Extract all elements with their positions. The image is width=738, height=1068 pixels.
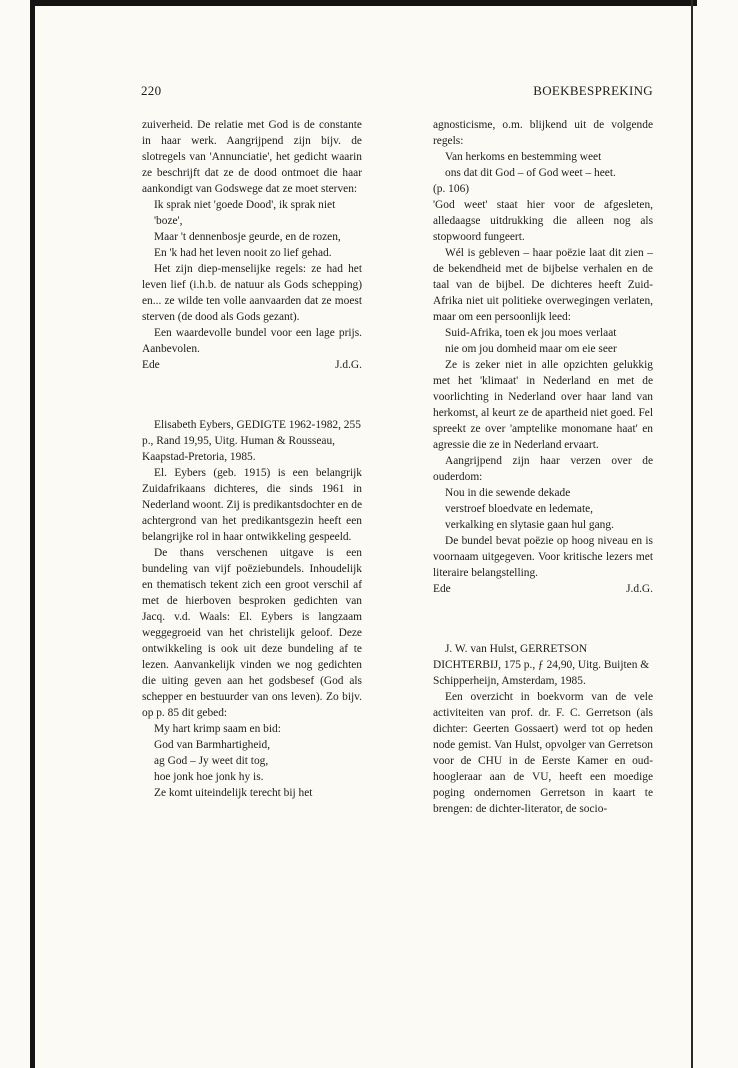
page-reference: (p. 106) xyxy=(433,183,470,195)
paragraph: Een waardevolle bundel voor een lage prijs. Aanbevolen. xyxy=(142,327,362,355)
signature-place: Ede xyxy=(142,359,160,371)
paragraph: zuiverheid. De relatie met God is de constante in haar werk. Aangrijpend zijn bijv. de slotregels van 'Annunciatie', het gedicht waarin ze beschrijft dat ze de dood ontmoet die haar aankondigt van Godswege dat ze moet sterven: xyxy=(142,119,362,195)
bibliographic-entry: Elisabeth Eybers, GEDIGTE 1962-1982, 255 p., Rand 19,95, Uitg. Human & Rousseau, Kaapstad-Pretoria, 1985. xyxy=(142,419,361,463)
review-signature xyxy=(433,581,653,597)
paragraph: El. Eybers (geb. 1915) is een belangrijk Zuidafrikaans dichteres, die sinds 1961 in Nederland woont. Zij is predikantsdochter en de achtergrond van het predikantsgezin heeft een belangrijke rol in haar ontwikkeling gespeeld. xyxy=(142,467,362,543)
paragraph: agnosticisme, o.m. blijkend uit de volgende regels: xyxy=(433,119,653,147)
spacer xyxy=(142,373,362,417)
paragraph: De bundel bevat poëzie op hoog niveau en is voornaam uitgegeven. Voor kritische lezers met literaire belangstelling. xyxy=(433,535,653,579)
paragraph: Het zijn diep-menselijke regels: ze had het leven lief (i.h.b. de natuur als Gods schepping) en... ze wilde ten volle aanvaarden dat ze moest sterven (de dood als Gods gezant). xyxy=(142,263,362,323)
verse-line: Suid-Afrika, toen ek jou moes verlaat xyxy=(445,327,617,339)
verse-line: ag God – Jy weet dit tog, xyxy=(154,755,269,767)
signature-initials: J.d.G. xyxy=(335,359,362,371)
paragraph: 'God weet' staat hier voor de afgesleten, alledaagse uitdrukking die alleen nog als stopwoord fungeert. xyxy=(433,199,653,243)
verse-line: Van herkoms en bestemming weet xyxy=(445,151,602,163)
paragraph: Ze komt uiteindelijk terecht bij het xyxy=(154,787,313,799)
paragraph: Een overzicht in boekvorm van de vele activiteiten van prof. dr. F. C. Gerretson (als dichter: Geerten Gossaert) werd tot op heden node gemist. Van Hulst, opvolger van Gerretson voor de CHU in de Eerste Kamer en oud-hoogleraar aan de VU, heeft een moedige poging ondernomen Gerretson in kaart te brengen: de dichter-literator, de socio- xyxy=(433,691,653,815)
paragraph: Aangrijpend zijn haar verzen over de ouderdom: xyxy=(433,455,653,483)
running-header xyxy=(141,83,653,99)
paragraph: Wél is gebleven – haar poëzie laat dit zien – de bekendheid met de bijbelse verhalen en de taal van de bijbel. De dichteres heeft Zuid-Afrika niet uit politieke overwegingen verlaten, maar om een persoonlijk leed: xyxy=(433,247,653,323)
verse-line: Nou in die sewende dekade xyxy=(445,487,571,499)
paragraph: De thans verschenen uitgave is een bundeling van vijf poëziebundels. Inhoudelijk en thematisch tekent zich een groot verschil af met de hierboven besproken gedichten van Jacq. v.d. Waals: El. Eybers is langzaam weggegroeid van het christelijk geloof. Deze ontwikkeling is ook uit deze bundeling af te lezen. Aanvankelijk vinden we nog gedichten die uiting geven aan het godsbesef (God als schepper en bestuurder van ons leven). Zo bijv. op p. 85 dit gebed: xyxy=(142,547,362,719)
signature-initials: J.d.G. xyxy=(626,583,653,595)
verse-line: ons dat dit God – of God weet – heet. xyxy=(445,167,616,179)
verse-line: nie om jou domheid maar om eie seer xyxy=(445,343,617,355)
verse-line: My hart krimp saam en bid: xyxy=(154,723,281,735)
spacer xyxy=(433,597,653,641)
right-column xyxy=(433,117,653,817)
signature-place: Ede xyxy=(433,583,451,595)
bibliographic-entry: J. W. van Hulst, GERRETSON DICHTERBIJ, 175 p., ƒ 24,90, Uitg. Buijten & Schipperheijn, Amsterdam, 1985. xyxy=(433,643,650,687)
verse-line: hoe jonk hoe jonk hy is. xyxy=(154,771,264,783)
review-signature xyxy=(142,357,362,373)
verse-line: verstroef bloedvate en ledemate, xyxy=(445,503,594,515)
page-number: 220 xyxy=(141,83,162,98)
verse-line: verkalking en slytasie gaan hul gang. xyxy=(445,519,614,531)
verse-line: Maar 't dennenbosje geurde, en de rozen, xyxy=(154,231,341,243)
paragraph: Ze is zeker niet in alle opzichten gelukkig met het 'klimaat' in Nederland en met de voorlichting in Nederland over haar land van herkomst, al keurt ze de apartheid niet goed. Fel spreekt ze over 'amptelike monomane haat' en agressie die ze in Nederland ervaart. xyxy=(433,359,653,451)
scan-edge-right xyxy=(691,0,693,1068)
verse-line: En 'k had het leven nooit zo lief gehad. xyxy=(154,247,332,259)
left-column xyxy=(142,117,362,801)
verse-line: God van Barmhartigheid, xyxy=(154,739,271,751)
section-title: BOEKBESPREKING xyxy=(533,83,653,98)
verse-line: Ik sprak niet 'goede Dood', ik sprak niet 'boze', xyxy=(154,199,336,227)
